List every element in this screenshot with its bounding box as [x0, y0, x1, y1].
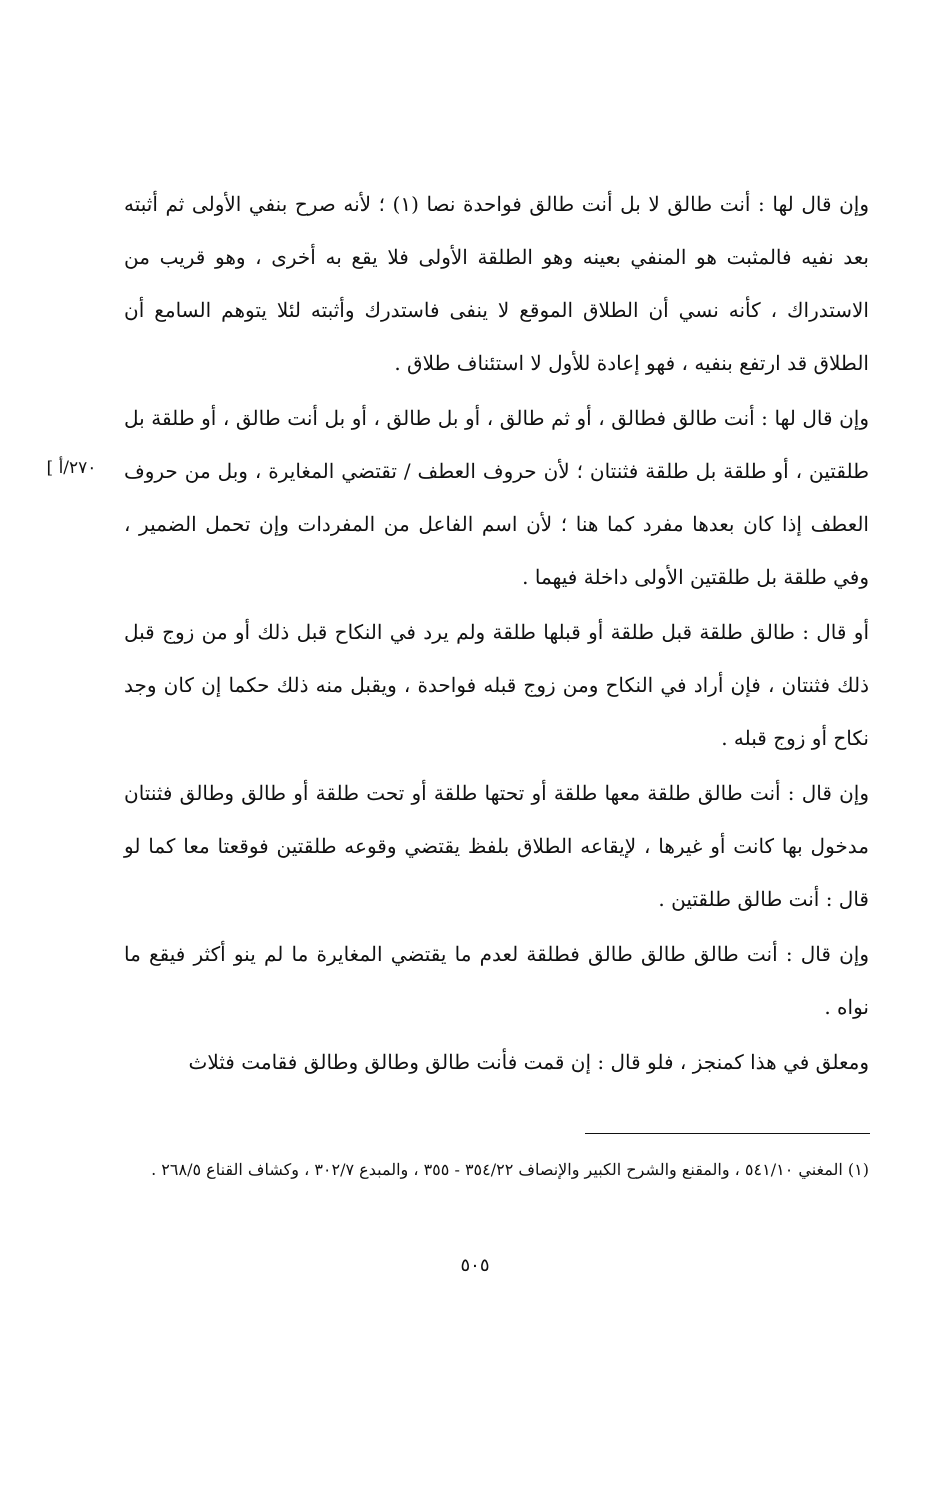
- paragraph-4: وإن قال : أنت طالق طلقة معها طلقة أو تحتها طلقة أو تحت طلقة أو طالق وطالق فثنتان مدخول بها كانت أو غيرها ، لإيقاعه الطلاق بلفظ يقتضي وقوعه طلقتين فوقعتا معا كما لو قال : أنت طالق طلقتين .: [124, 781, 869, 911]
- footnote-separator: [585, 1133, 870, 1134]
- footnotes: [124, 1152, 869, 1188]
- paragraph-6: ومعلق في هذا كمنجز ، فلو قال : إن قمت فأنت طالق وطالق وطالق فقامت فثلاث: [188, 1050, 869, 1074]
- manuscript-folio-marker: ٢٧٠/أ ]: [46, 458, 97, 478]
- paragraph-1: وإن قال لها : أنت طالق لا بل أنت طالق فواحدة نصا (١) ؛ لأنه صرح بنفي الأولى ثم أثبته بعد نفيه فالمثبت هو المنفي بعينه وهو الطلقة الأولى فلا يقع به أخرى ، وهو قريب من الاستدراك ، كأنه نسي أن الطلاق الموقع لا ينفى فاستدرك وأثبته لئلا يتوهم السامع أن الطلاق قد ارتفع بنفيه ، فهو إعادة للأول لا استئناف طلاق .: [124, 192, 869, 375]
- paragraph-5: وإن قال : أنت طالق طالق طالق فطلقة لعدم ما يقتضي المغايرة ما لم ينو أكثر فيقع ما نواه .: [124, 942, 869, 1019]
- footnote-1: (١) المغني ٥٤١/١٠ ، والمقنع والشرح الكبير والإنصاف ٣٥٤/٢٢ - ٣٥٥ ، والمبدع ٣٠٢/٧ ، وكشاف القناع ٢٦٨/٥ .: [151, 1160, 869, 1179]
- paragraph-3: أو قال : طالق طلقة قبل طلقة أو قبلها طلقة ولم يرد في النكاح قبل ذلك أو من زوج قبل ذلك فثنتان ، فإن أراد في النكاح ومن زوج قبله فواحدة ، ويقبل منه ذلك حكما إن كان وجد نكاح أو زوج قبله .: [124, 620, 869, 750]
- paragraph-2: وإن قال لها : أنت طالق فطالق ، أو ثم طالق ، أو بل طالق ، أو بل أنت طالق ، أو طلقة بل طلقتين ، أو طلقة بل طلقة فثنتان ؛ لأن حروف العطف / تقتضي المغايرة ، وبل من حروف العطف إذا كان بعدها مفرد كما هنا ؛ لأن اسم الفاعل من المفردات وإن تحمل الضمير ، وفي طلقة بل طلقتين الأولى داخلة فيهما .: [124, 406, 869, 589]
- main-text: [124, 178, 869, 1091]
- page-number: ٥٠٥: [460, 1255, 490, 1276]
